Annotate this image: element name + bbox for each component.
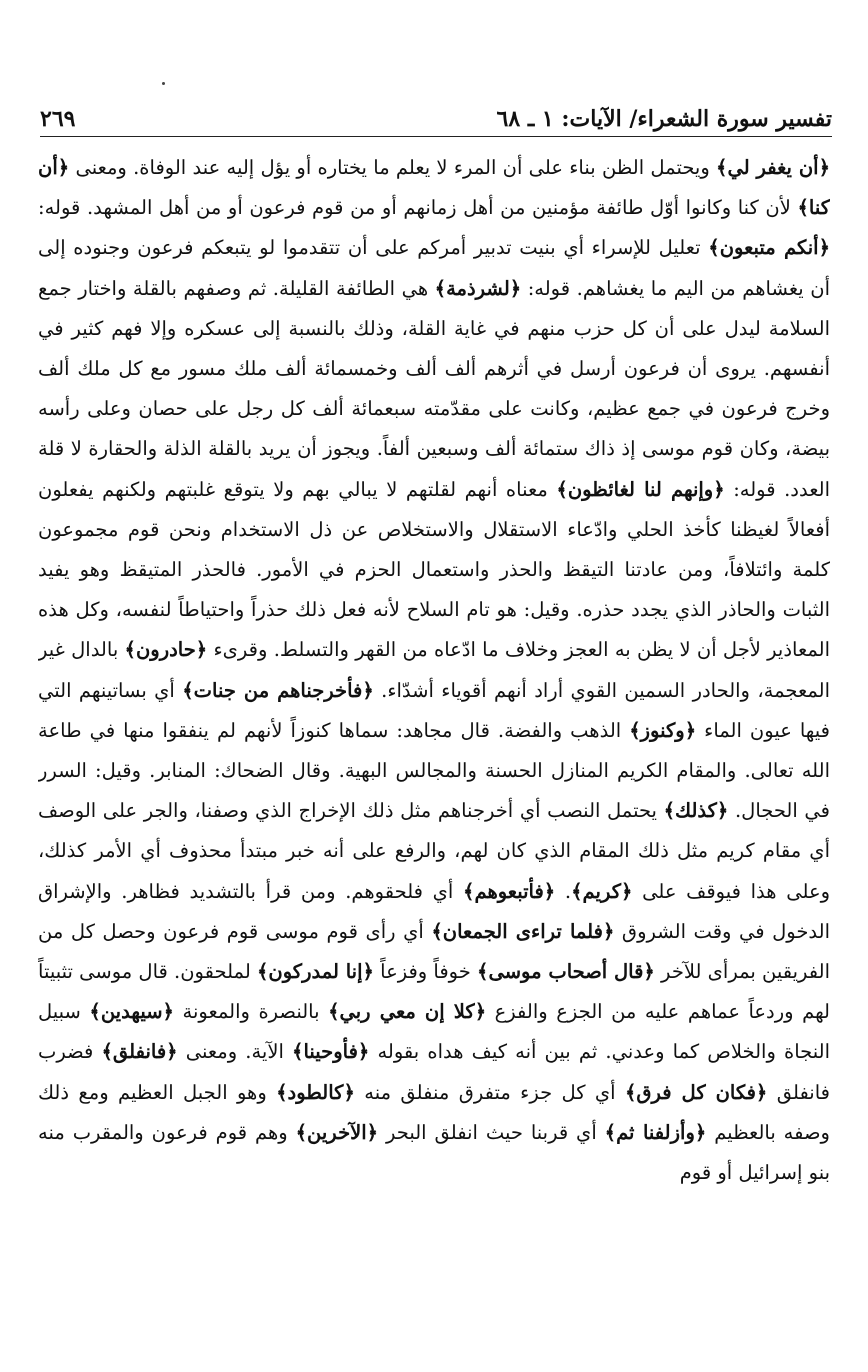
quran-verse-quote: ﴿فأوحينا﴾ bbox=[292, 1040, 370, 1064]
quran-verse-quote: ﴿فلما تراءى الجمعان﴾ bbox=[431, 919, 615, 943]
commentary-segment: ويحتمل الظن بناء على أن المرء لا يعلم ما يختاره أو يؤل إليه عند الوفاة. ومعنى bbox=[69, 156, 717, 179]
quran-verse-quote: ﴿كذلك﴾ bbox=[663, 799, 729, 823]
running-header bbox=[40, 92, 832, 137]
commentary-segment: وهم قوم فرعون والمقرب منه بنو إسرائيل أو قوم bbox=[38, 1120, 830, 1185]
commentary-segment: يحتمل النصب أي أخرجناهم مثل ذلك الإخراج الذي وصفنا، والجر على الوصف أي مقام كريم مثل ذلك المقام الذي كان لهم، والرفع على أنه خبر مبتدأ محذوف أي الأمر كذلك، وعلى هذا فيوقف على bbox=[38, 799, 830, 903]
quran-verse-quote: ﴿إنا لمدركون﴾ bbox=[256, 960, 374, 984]
quran-verse-quote: ﴿فأتبعوهم﴾ bbox=[463, 879, 556, 903]
commentary-segment: الآية. ومعنى bbox=[177, 1040, 293, 1064]
quran-verse-quote: ﴿فانفلق﴾ bbox=[101, 1040, 178, 1064]
commentary-segment: لملحقون. قال موسى تثبيتاً لهم وردعاً عماهم عليه من الجزع والفزع bbox=[38, 960, 830, 1024]
quran-verse-quote: ﴿قال أصحاب موسى﴾ bbox=[477, 960, 655, 984]
commentary-segment: وهو الجبل العظيم ومع ذلك وصفه بالعظيم bbox=[38, 1080, 830, 1144]
commentary-segment: تعليل للإسراء أي بنيت تدبير أمركم على أن تتقدموا لو يتبعكم فرعون وجنوده إلى أن يغشاهم من اليم ما يغشاهم. قوله: bbox=[38, 236, 830, 300]
stray-mark bbox=[162, 82, 165, 85]
commentary-segment: بالدال غير المعجمة، والحادر السمين القوي أراد أنهم أقوياء أشدّاء. bbox=[38, 638, 830, 702]
commentary-text bbox=[38, 148, 830, 1328]
commentary-segment: أي بساتينهم التي فيها عيون الماء bbox=[38, 678, 830, 742]
commentary-segment: أي فلحقوهم. ومن قرأ بالتشديد فظاهر. والإشراق الدخول في وقت الشروق bbox=[38, 879, 830, 943]
commentary-paragraph bbox=[38, 148, 830, 1193]
quran-verse-quote: ﴿كالطود﴾ bbox=[276, 1080, 355, 1104]
commentary-segment: أي قربنا حيث انفلق البحر bbox=[378, 1120, 605, 1144]
quran-verse-quote: ﴿أن يغفر لي﴾ bbox=[716, 156, 830, 179]
quran-verse-quote: ﴿وإنهم لنا لغائظون﴾ bbox=[556, 477, 725, 501]
commentary-segment: . bbox=[555, 879, 572, 903]
commentary-segment: الذهب والفضة. قال مجاهد: سماها كنوزاً لأنهم لم ينفقوا منها في طاعة الله تعالى. والمقام الكريم المنازل الحسنة والمجالس البهية. وقال الضحاك: المنابر. وقيل: السرر في الحجال. bbox=[38, 718, 830, 823]
commentary-segment: معناه أنهم لقلتهم لا يبالي بهم ولا يتوقع غلبتهم ولكنهم يفعلون أفعالاً لغيظنا كأخذ الحلي وادّعاء الاستقلال والاستخلاص عن ذل الاستخدام ونحن قوم مجموعون كلمة وائتلافاً، ومن عادتنا التيقظ والحذر واستعمال الحزم في الأمور. فالحذر المتيقظ وهو يفيد الثبات والحاذر الذي يجدد حذره. وقيل: هو تام السلاح لأنه فعل ذلك حذراً واحتياطاً لنفسه، وكل هذه المعاذير لأجل أن لا يظن به العجز وخلاف ما ادّعاه من القهر والتسلط. وقرىء bbox=[38, 477, 830, 662]
quran-verse-quote: ﴿فكان كل فرق﴾ bbox=[624, 1080, 768, 1104]
quran-verse-quote: ﴿فأخرجناهم من جنات﴾ bbox=[182, 678, 374, 702]
quran-verse-quote: ﴿أن كنا﴾ bbox=[38, 156, 830, 220]
commentary-segment: أي رأى قوم موسى قوم فرعون وحصل كل من الفريقين بمرأى للآخر bbox=[38, 919, 830, 984]
commentary-segment: هي الطائفة القليلة. ثم وصفهم بالقلة واختار جمع السلامة ليدل على أن كل حزب منهم في غاية القلة، وذلك بالنسبة إلى عسكره وإلا فهم كثير في أنفسهم. يروى أن فرعون أرسل في أثرهم ألف ألف وخمسمائة ألف ملك مسور مع كل ملك ألف وخرج فرعون في جمع عظيم، وكانت على مقدّمته سبعمائة ألف كل رجل على حصان وعلى رأسه بيضة، وكان قوم موسى إذ ذاك ستمائة ألف وسبعين ألفاً. ويجوز أن يريد بالقلة الذلة والحقارة لا قلة العدد. قوله: bbox=[38, 276, 830, 501]
commentary-segment: لأن كنا وكانوا أوّل طائفة مؤمنين من أهل زمانهم أو من قوم فرعون أو من أهل المشهد. قوله: bbox=[38, 196, 798, 220]
commentary-segment: سبيل النجاة والخلاص كما وعدني. ثم بين أنه كيف هداه بقوله bbox=[38, 1000, 830, 1064]
quran-verse-quote: ﴿كريم﴾ bbox=[571, 879, 633, 903]
commentary-segment: فضرب فانفلق bbox=[38, 1040, 830, 1104]
page-number: ٢٦٩ bbox=[40, 106, 76, 132]
quran-verse-quote: ﴿لشرذمة﴾ bbox=[434, 276, 522, 300]
quran-verse-quote: ﴿وكنوز﴾ bbox=[629, 718, 697, 742]
quran-verse-quote: ﴿أنكم متبعون﴾ bbox=[708, 236, 830, 260]
quran-verse-quote: ﴿وأزلفنا ثم﴾ bbox=[604, 1120, 707, 1144]
quran-verse-quote: ﴿كلا إن معي ربي﴾ bbox=[328, 1000, 487, 1024]
quran-verse-quote: ﴿الآخرين﴾ bbox=[295, 1120, 379, 1144]
running-title: تفسير سورة الشعراء/ الآيات: ١ ـ ٦٨ bbox=[496, 106, 832, 132]
quran-verse-quote: ﴿حادرون﴾ bbox=[124, 638, 208, 662]
commentary-segment: بالنصرة والمعونة bbox=[173, 1000, 329, 1024]
quran-verse-quote: ﴿سيهدين﴾ bbox=[89, 1000, 174, 1024]
commentary-segment: أي كل جزء متفرق منفلق منه bbox=[354, 1080, 625, 1104]
commentary-segment: خوفاً وفزعاً bbox=[373, 960, 478, 984]
